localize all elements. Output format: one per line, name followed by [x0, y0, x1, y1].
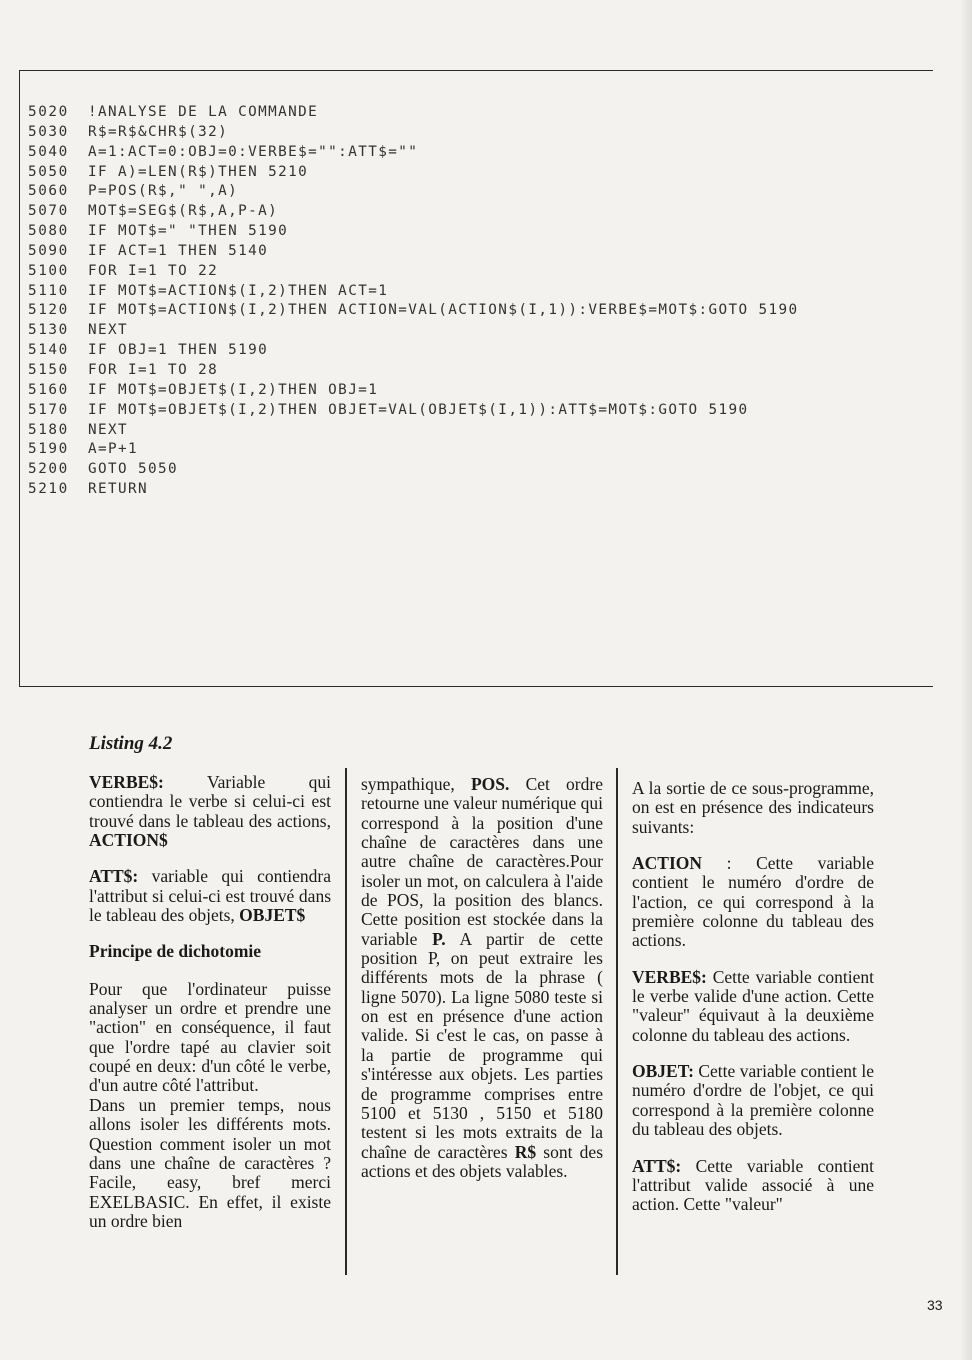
code-line [28, 341, 799, 361]
code-line [28, 401, 799, 421]
code-line [28, 182, 799, 202]
line-number: 5070 [28, 203, 69, 220]
term: OBJET$ [239, 905, 306, 926]
code-line [28, 421, 799, 441]
code-statement: IF MOT$=OBJET$(I,2)THEN OBJET=VAL(OBJET$(I,1)):ATT$=MOT$:GOTO 5190 [88, 401, 749, 418]
term: R$ [514, 1141, 537, 1162]
code-line [28, 381, 799, 401]
code-line [28, 143, 799, 163]
listing-caption: Listing 4.2 [89, 733, 173, 754]
code-line [28, 103, 799, 123]
paragraph-att [89, 867, 331, 925]
line-number: 5150 [28, 361, 69, 378]
line-number: 5210 [28, 481, 69, 498]
code-statement: A=P+1 [88, 441, 139, 458]
paragraph-verbe [89, 773, 331, 850]
code-listing [28, 103, 799, 500]
term: ACTION$ [89, 830, 168, 851]
paragraph-text: Variable qui contiendra le verbe si celui-ci est trouvé dans le tableau des actions, [89, 772, 331, 831]
text-column-2 [361, 775, 603, 1198]
paragraph-att [632, 1157, 874, 1215]
paragraph-objet [632, 1062, 874, 1139]
code-line [28, 123, 799, 143]
code-line [28, 321, 799, 341]
code-statement: IF MOT$=OBJET$(I,2)THEN OBJ=1 [88, 381, 379, 398]
line-number: 5100 [28, 262, 69, 279]
line-number: 5160 [28, 381, 69, 398]
term: VERBE$ [89, 772, 159, 792]
page-edge-shadow [960, 0, 972, 1360]
paragraph-text: variable qui contiendra l'attribut si celui-ci est trouvé dans le tableau des objets, [89, 866, 331, 926]
code-line [28, 301, 799, 321]
term: POS. [470, 774, 510, 794]
code-statement: IF MOT$=ACTION$(I,2)THEN ACTION=VAL(ACTION$(I,1)):VERBE$=MOT$:GOTO 5190 [88, 302, 799, 319]
code-line [28, 242, 799, 262]
term: ATT$: [632, 1155, 682, 1176]
line-number: 5180 [28, 421, 69, 438]
paragraph-text: A partir de cette position P, on peut extraire les différents mots de la phrase ( ligne 5070). La ligne 5080 teste si on est en présence d'une action valide. Si c'est le cas, on passe à la partie de programme qui s'intéresse aux objets. Les parties de programme comprises entre 5100 et 5130 , 5150 et 5180 testent si les mots extraits de la chaîne de caractères [361, 928, 604, 1162]
text-column-1 [89, 773, 331, 1231]
code-line [28, 202, 799, 222]
code-line [28, 163, 799, 183]
page-number: 33 [927, 1297, 943, 1313]
paragraph-text: Dans un premier temps, nous allons isoler les différents mots. Question comment isoler un mot dans une chaîne de caractères ? Facile, easy, bref merci EXELBASIC. En effet, il existe un ordre bien [89, 1094, 331, 1231]
line-number: 5090 [28, 242, 69, 259]
code-statement: IF OBJ=1 THEN 5190 [88, 342, 269, 359]
code-line [28, 282, 799, 302]
paragraph-text: Pour que l'ordinateur puisse analyser un ordre et prendre une "action" en conséquence, il faut que l'ordre tapé au clavier soit coupé en deux: d'un côté le verbe, d'un autre côté l'attribut. [89, 978, 331, 1096]
column-divider [616, 768, 618, 1275]
line-number: 5060 [28, 183, 69, 200]
code-statement: RETURN [88, 481, 149, 498]
paragraph-text: Cet ordre retourne une valeur numérique qui correspond à la position d'une chaîne de caractères dans une autre chaîne de caractères.Pour isoler un mot, on calculera à l'aide de POS, la position des blancs. Cette position est stockée dans la variable [361, 774, 603, 949]
term: VERBE$: [632, 966, 707, 987]
code-statement: P=POS(R$," ",A) [88, 183, 239, 200]
paragraph-text: Cette variable contient l'attribut valide associé à une action. Cette "valeur" [632, 1155, 874, 1215]
paragraph-verbe [632, 968, 874, 1045]
paragraph-text: sont des actions et des objets valables. [361, 1141, 604, 1181]
code-line [28, 440, 799, 460]
paragraph-text: sympathique, [361, 774, 471, 794]
line-number: 5050 [28, 163, 69, 180]
line-number: 5120 [28, 302, 69, 319]
line-number: 5130 [28, 322, 69, 339]
line-number: 5080 [28, 223, 69, 240]
line-number: 5200 [28, 461, 69, 478]
code-statement: IF MOT$=ACTION$(I,2)THEN ACT=1 [88, 282, 389, 299]
code-statement: GOTO 5050 [88, 461, 179, 478]
column-divider [345, 768, 347, 1275]
code-line [28, 460, 799, 480]
code-statement: FOR I=1 TO 28 [88, 361, 219, 378]
paragraph-text: Cette variable contient le verbe valide d'une action. Cette "valeur" équivaut à la deuxième colonne du tableau des actions. [632, 966, 874, 1045]
code-statement: MOT$=SEG$(R$,A,P-A) [88, 203, 279, 220]
paragraph-intro: A la sortie de ce sous-programme, on est en présence des indicateurs suivants: [632, 778, 874, 837]
code-statement: NEXT [88, 322, 129, 339]
paragraph-text: : Cette variable contient le numéro d'ordre de l'action, ce qui correspond à la première colonne du tableau des actions. [632, 853, 874, 951]
term: P. [432, 928, 446, 949]
code-statement: !ANALYSE DE LA COMMANDE [88, 104, 319, 120]
code-statement: A=1:ACT=0:OBJ=0:VERBE$="":ATT$="" [88, 143, 419, 160]
line-number: 5040 [28, 143, 69, 160]
paragraph-action [632, 854, 874, 951]
code-line [28, 361, 799, 381]
code-statement: IF A)=LEN(R$)THEN 5210 [88, 163, 309, 180]
paragraph-pos [361, 775, 603, 1181]
code-statement: NEXT [88, 421, 129, 438]
term: ATT$: [89, 866, 139, 887]
line-number: 5170 [28, 401, 69, 418]
line-number: 5140 [28, 342, 69, 359]
code-statement: R$=R$&CHR$(32) [88, 123, 229, 140]
term: OBJET: [632, 1061, 694, 1082]
text-column-3 [632, 779, 874, 1215]
code-line [28, 480, 799, 500]
line-number: 5030 [28, 123, 69, 140]
term-colon: : [158, 772, 164, 792]
code-statement: IF MOT$=" "THEN 5190 [88, 223, 289, 240]
code-statement: IF ACT=1 THEN 5140 [88, 242, 269, 259]
term: ACTION [632, 853, 703, 874]
line-number: 5190 [28, 441, 69, 458]
code-line [28, 222, 799, 242]
paragraph-text: Cette variable contient le numéro d'ordre de l'objet, ce qui correspond à la première colonne du tableau des objets. [632, 1061, 874, 1140]
code-statement: FOR I=1 TO 22 [88, 262, 219, 279]
section-heading: Principe de dichotomie [89, 941, 262, 962]
line-number: 5020 [28, 104, 69, 120]
line-number: 5110 [28, 282, 69, 299]
code-line [28, 262, 799, 282]
